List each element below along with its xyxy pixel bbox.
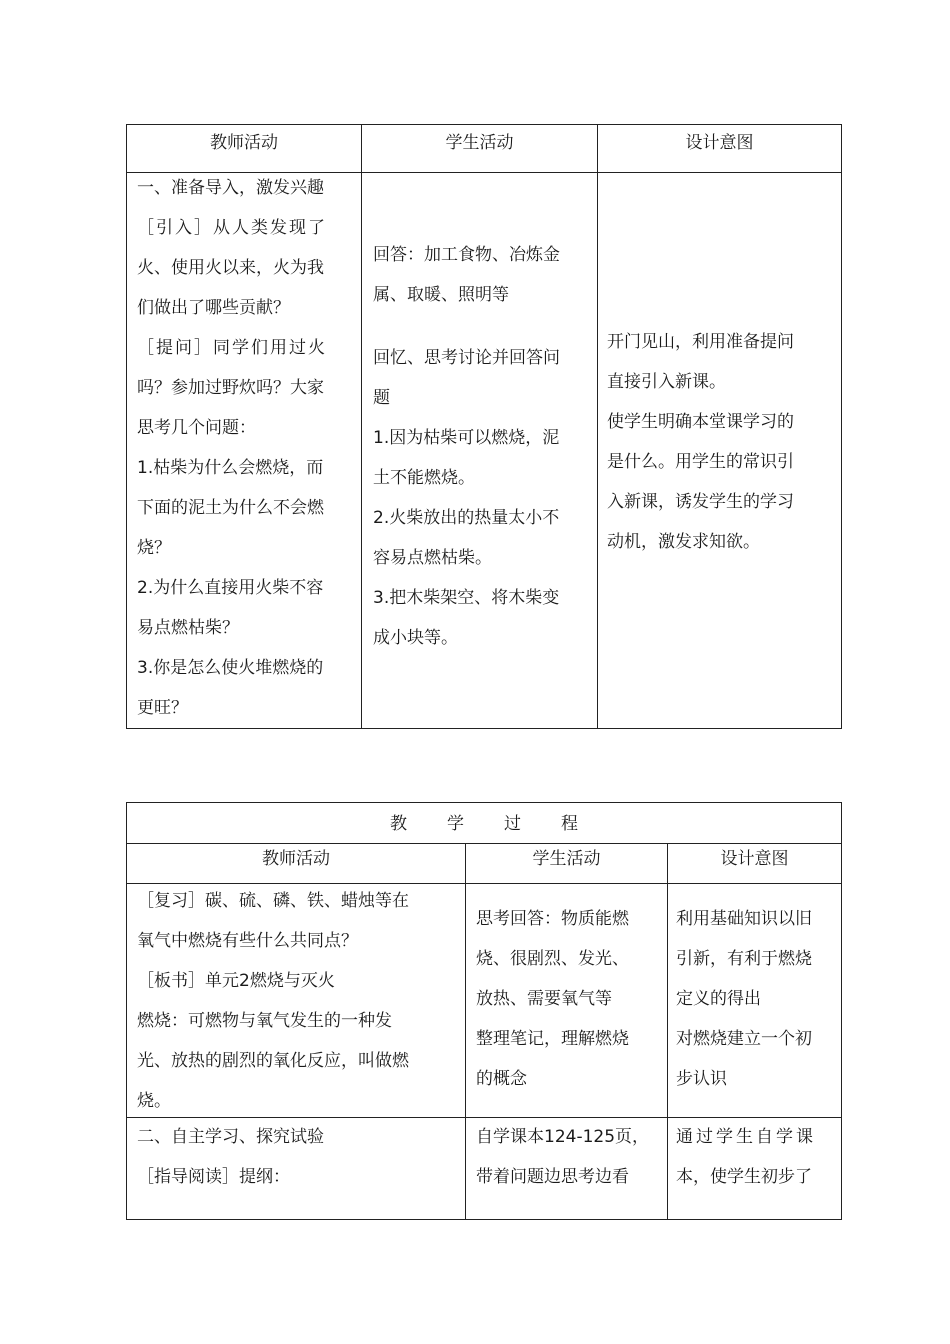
text-line: 3.你是怎么使火堆燃烧的: [137, 658, 324, 678]
text-line: ［板书］单元2燃烧与灭火: [137, 971, 335, 991]
text-line: 对燃烧建立一个初: [676, 1029, 812, 1049]
text-line: 火、使用火以来，火为我: [137, 258, 324, 278]
text-line: 们做出了哪些贡献？: [137, 298, 290, 318]
text-line: ［提问］同学们用过火: [137, 338, 327, 358]
text-line: 烧？: [137, 538, 171, 558]
text-line: 回忆、思考讨论并回答问: [373, 348, 560, 368]
student-activity-cell: [476, 899, 629, 1099]
section-title: 教学过程: [390, 814, 618, 834]
title-divider: [127, 843, 841, 844]
text-line: 易点燃枯柴？: [137, 618, 239, 638]
text-line: 1.因为枯柴可以燃烧，泥: [373, 428, 560, 448]
text-line: ［引入］从人类发现了: [137, 218, 327, 238]
text-line: 引新，有利于燃烧: [676, 949, 812, 969]
design-intent-cell: [607, 322, 794, 562]
text-line: 入新课，诱发学生的学习: [607, 492, 794, 512]
text-line: 是什么。用学生的常识引: [607, 452, 794, 472]
header-design-intent: 设计意图: [720, 849, 789, 869]
header-teacher-activity: 教师活动: [210, 133, 278, 153]
column-divider: [361, 125, 362, 728]
text-line: 土不能燃烧。: [373, 468, 475, 488]
text-line: 整理笔记，理解燃烧: [476, 1029, 629, 1049]
text-line: 二、自主学习、探究试验: [137, 1127, 324, 1147]
text-line: 使学生明确本堂课学习的: [607, 412, 794, 432]
text-line: 开门见山，利用准备提问: [607, 332, 794, 352]
text-line: 定义的得出: [676, 989, 761, 1009]
text-line: 放热、需要氧气等: [476, 989, 612, 1009]
text-line: 题: [373, 388, 390, 408]
text-line: 燃烧：可燃物与氧气发生的一种发: [137, 1011, 392, 1031]
text-line: 本，使学生初步了: [676, 1167, 812, 1187]
header-teacher-activity: 教师活动: [262, 849, 330, 869]
column-divider: [465, 843, 466, 1219]
text-line: 1.枯柴为什么会燃烧，而: [137, 458, 324, 478]
text-line: ［复习］碳、硫、磷、铁、蜡烛等在: [137, 891, 409, 911]
text-line: 一、准备导入，激发兴趣: [137, 178, 324, 198]
text-line: 容易点燃枯柴。: [373, 548, 492, 568]
teacher-activity-cell: [137, 168, 327, 728]
table-teaching-process: [126, 802, 842, 1220]
text-line: 属、取暖、照明等: [373, 285, 509, 305]
text-line: ［指导阅读］提纲：: [137, 1167, 290, 1187]
text-line: 的概念: [476, 1069, 527, 1089]
text-line: 直接引入新课。: [607, 372, 726, 392]
table-teaching-intro: [126, 124, 842, 729]
text-line: 动机，激发求知欲。: [607, 532, 760, 552]
text-line: 烧、很剧烈、发光、: [476, 949, 629, 969]
text-line: 氧气中燃烧有些什么共同点？: [137, 931, 358, 951]
text-line: 步认识: [676, 1069, 727, 1089]
text-line: 成小块等。: [373, 628, 458, 648]
text-line: 带着问题边思考边看: [476, 1167, 629, 1187]
text-line: 吗？参加过野炊吗？大家: [137, 378, 324, 398]
text-line: 2.火柴放出的热量太小不: [373, 508, 560, 528]
header-student-activity: 学生活动: [445, 133, 514, 153]
column-divider: [667, 843, 668, 1219]
text-line: 烧。: [137, 1091, 171, 1111]
text-line: 思考回答：物质能燃: [476, 909, 629, 929]
teacher-activity-cell: [137, 1117, 324, 1197]
text-line: 自学课本124-125页，: [476, 1127, 650, 1147]
student-activity-answer: [373, 235, 560, 315]
text-line: 3.把木柴架空、将木柴变: [373, 588, 560, 608]
student-activity-discussion: [373, 338, 560, 658]
design-intent-cell: [676, 899, 812, 1099]
text-line: 2.为什么直接用火柴不容: [137, 578, 324, 598]
teacher-activity-cell: [137, 881, 409, 1121]
text-line: 更旺？: [137, 698, 188, 718]
text-line: 利用基础知识以旧: [676, 909, 812, 929]
text-line: 思考几个问题：: [137, 418, 256, 438]
design-intent-cell: [676, 1117, 816, 1197]
student-activity-cell: [476, 1117, 649, 1197]
column-divider: [597, 125, 598, 728]
text-line: 回答：加工食物、冶炼金: [373, 245, 560, 265]
text-line: 光、放热的剧烈的氧化反应，叫做燃: [137, 1051, 409, 1071]
header-student-activity: 学生活动: [532, 849, 601, 869]
text-line: 通过学生自学课: [676, 1127, 816, 1147]
header-design-intent: 设计意图: [685, 133, 754, 153]
text-line: 下面的泥土为什么不会燃: [137, 498, 324, 518]
